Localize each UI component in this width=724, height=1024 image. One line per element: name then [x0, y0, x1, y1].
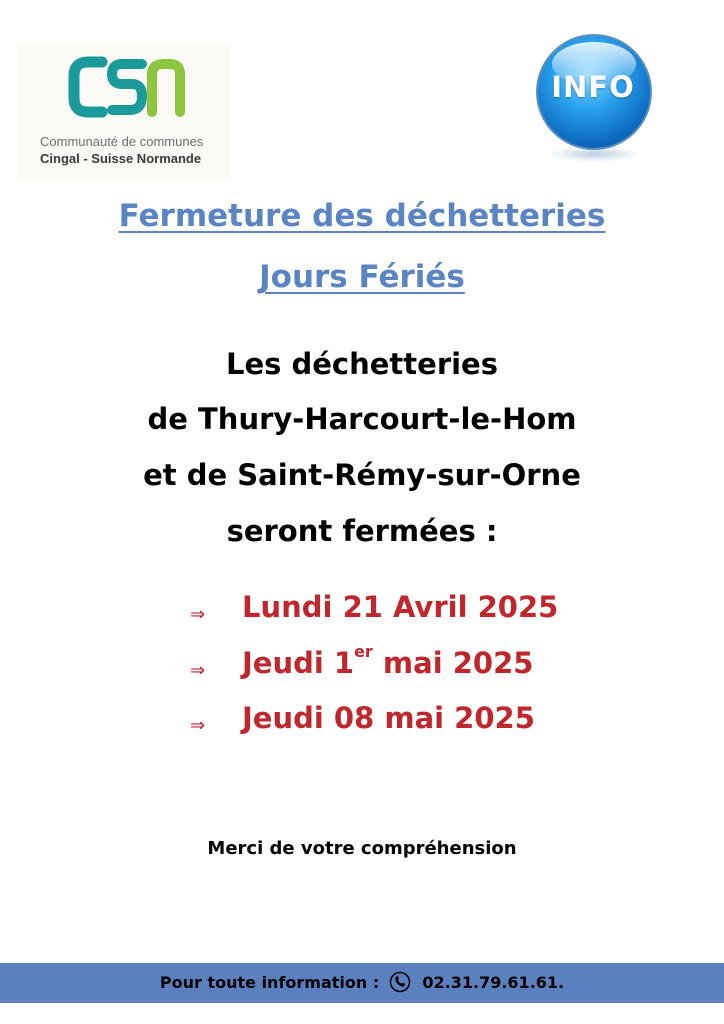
info-badge — [530, 30, 666, 166]
title-line-2: Jours Fériés — [259, 259, 465, 295]
csn-logo-mark — [68, 56, 188, 118]
logo — [18, 44, 230, 180]
info-badge-text: INFO — [551, 70, 635, 104]
body-line-2: de Thury-Harcourt-le-Hom — [147, 402, 577, 436]
title-line-1: Fermeture des déchetteries — [118, 198, 606, 234]
logo-subtitle: Communauté de communes — [40, 134, 204, 149]
footer-bar — [0, 963, 724, 1003]
phone-icon — [389, 971, 411, 993]
body-line-3: et de Saint-Rémy-sur-Orne — [143, 458, 581, 492]
body-line-1: Les déchetteries — [225, 347, 498, 381]
arrow-right-icon: ⇒ — [190, 604, 206, 625]
date-text: Jeudi 08 mai 2025 — [242, 701, 535, 735]
body-line-4: seront fermées : — [226, 514, 498, 548]
footer-label: Pour toute information : — [159, 972, 380, 992]
closure-date-1 — [190, 590, 610, 630]
date-text: Jeudi 1er mai 2025 — [242, 642, 534, 680]
thanks-message: Merci de votre compréhension — [207, 838, 517, 859]
logo-name: Cingal - Suisse Normande — [40, 151, 202, 166]
closure-date-2 — [190, 642, 610, 686]
arrow-right-icon: ⇒ — [190, 715, 206, 736]
closure-date-3 — [190, 701, 610, 741]
footer-content — [0, 971, 724, 993]
date-text: Lundi 21 Avril 2025 — [242, 590, 559, 624]
footer-phone[interactable]: 02.31.79.61.61. — [422, 972, 565, 992]
arrow-right-icon: ⇒ — [190, 660, 206, 681]
